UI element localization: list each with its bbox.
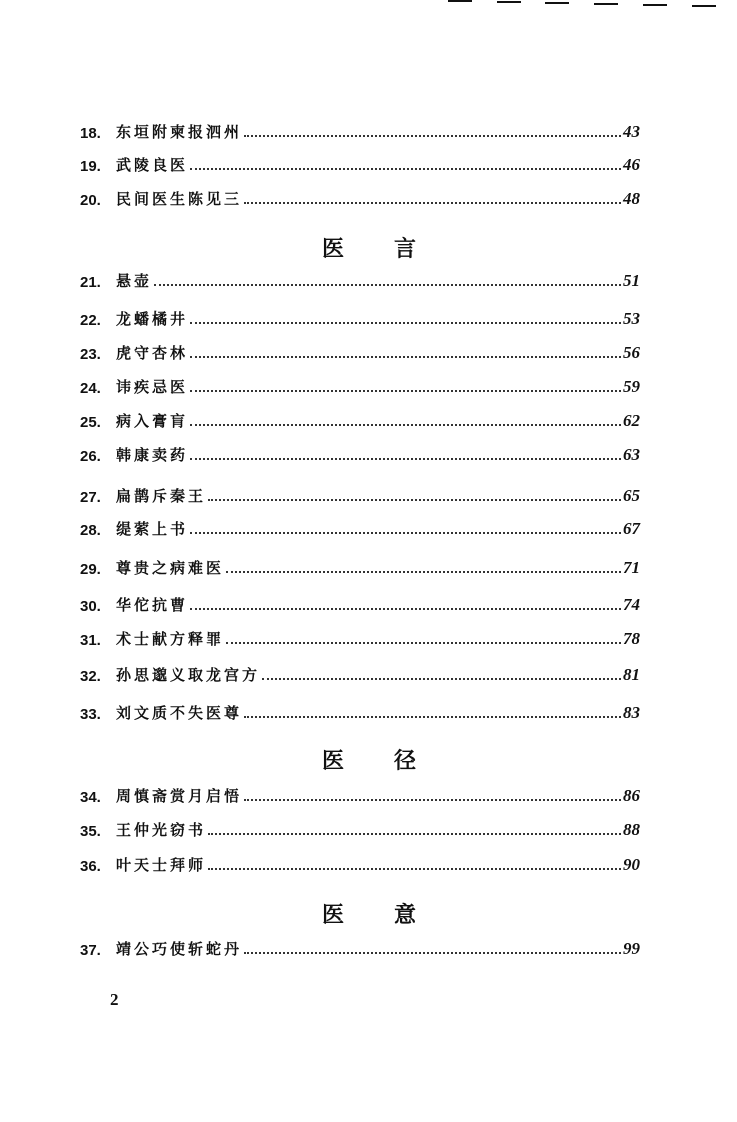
entry-number: 35. xyxy=(80,823,101,840)
dot-leader xyxy=(208,833,621,835)
entry-number: 30. xyxy=(80,598,101,615)
entry-title: 悬壶 xyxy=(116,272,153,290)
toc-entry xyxy=(80,120,640,142)
entry-page: 90 xyxy=(623,855,640,874)
entry-number: 21. xyxy=(80,274,101,291)
entry-number: 19. xyxy=(80,158,101,175)
section-heading-char: 言 xyxy=(394,236,417,262)
entry-number: 36. xyxy=(80,858,101,875)
entry-number: 29. xyxy=(80,561,101,578)
dot-leader xyxy=(190,390,621,392)
toc-entry xyxy=(80,784,640,806)
toc-entry xyxy=(80,853,640,875)
entry-title: 刘文质不失医尊 xyxy=(116,704,243,722)
dot-leader xyxy=(226,642,621,644)
toc-entry xyxy=(80,663,640,685)
entry-title: 虎守杏林 xyxy=(116,344,189,362)
entry-number: 37. xyxy=(80,942,101,959)
entry-title: 武陵良医 xyxy=(116,156,189,174)
entry-page: 86 xyxy=(623,786,640,805)
entry-page: 65 xyxy=(623,486,640,505)
entry-title: 民间医生陈见三 xyxy=(116,190,243,208)
entry-title: 东垣附柬报泗州 xyxy=(116,123,243,141)
dot-leader xyxy=(262,678,621,680)
entry-page: 53 xyxy=(623,309,640,328)
toc-entry xyxy=(80,409,640,431)
entry-title: 病入膏肓 xyxy=(116,412,189,430)
entry-page: 59 xyxy=(623,377,640,396)
entry-title: 王仲光窃书 xyxy=(116,821,207,839)
toc-entry xyxy=(80,443,640,465)
section-heading-char: 医 xyxy=(322,236,345,262)
toc-entry xyxy=(80,187,640,209)
dot-leader xyxy=(244,952,621,954)
entry-title: 术士献方释罪 xyxy=(116,630,225,648)
dot-leader xyxy=(190,356,621,358)
entry-page: 81 xyxy=(623,665,640,684)
entry-page: 63 xyxy=(623,445,640,464)
entry-title: 扁鹊斥秦王 xyxy=(116,487,207,505)
toc-entry xyxy=(80,307,640,329)
entry-page: 56 xyxy=(623,343,640,362)
entry-title: 华佗抗曹 xyxy=(116,596,189,614)
dot-leader xyxy=(244,135,621,137)
page-number: 2 xyxy=(110,990,119,1009)
dot-leader xyxy=(190,322,621,324)
entry-page: 74 xyxy=(623,595,640,614)
entry-number: 18. xyxy=(80,125,101,142)
entry-title: 孙思邈义取龙宫方 xyxy=(116,666,261,684)
section-heading-char: 医 xyxy=(322,902,345,928)
section-heading-char: 医 xyxy=(322,748,345,774)
entry-title: 讳疾忌医 xyxy=(116,378,189,396)
dot-leader xyxy=(208,499,621,501)
entry-page: 62 xyxy=(623,411,640,430)
entry-title: 龙蟠橘井 xyxy=(116,310,189,328)
entry-title: 靖公巧使斩蛇丹 xyxy=(116,940,243,958)
toc-entry xyxy=(80,517,640,539)
toc-entry xyxy=(80,153,640,175)
toc-entry xyxy=(80,375,640,397)
entry-page: 67 xyxy=(623,519,640,538)
entry-number: 33. xyxy=(80,706,101,723)
dot-leader xyxy=(244,716,621,718)
entry-number: 22. xyxy=(80,312,101,329)
entry-page: 46 xyxy=(623,155,640,174)
entry-page: 83 xyxy=(623,703,640,722)
entry-title: 叶天士拜师 xyxy=(116,856,207,874)
entry-page: 99 xyxy=(623,939,640,958)
section-heading-char: 径 xyxy=(394,748,417,774)
dot-leader xyxy=(190,168,621,170)
entry-number: 28. xyxy=(80,522,101,539)
entry-page: 71 xyxy=(623,558,640,577)
dot-leader xyxy=(190,458,621,460)
dot-leader xyxy=(226,571,621,573)
section-heading-char: 意 xyxy=(394,902,417,928)
toc-entry xyxy=(80,627,640,649)
toc-entry xyxy=(80,556,640,578)
entry-number: 26. xyxy=(80,448,101,465)
entry-number: 32. xyxy=(80,668,101,685)
toc-entry xyxy=(80,593,640,615)
dot-leader xyxy=(208,868,621,870)
toc-entry xyxy=(80,937,640,959)
toc-entry xyxy=(80,484,640,506)
entry-page: 48 xyxy=(623,189,640,208)
entry-number: 23. xyxy=(80,346,101,363)
entry-page: 51 xyxy=(623,271,640,290)
entry-title: 周慎斋赏月启悟 xyxy=(116,787,243,805)
toc-entry xyxy=(80,341,640,363)
entry-number: 20. xyxy=(80,192,101,209)
toc-entry xyxy=(80,269,640,291)
entry-number: 31. xyxy=(80,632,101,649)
dot-leader xyxy=(190,532,621,534)
entry-page: 78 xyxy=(623,629,640,648)
entry-page: 88 xyxy=(623,820,640,839)
entry-number: 27. xyxy=(80,489,101,506)
dot-leader xyxy=(190,608,621,610)
dot-leader xyxy=(154,284,621,286)
entry-number: 34. xyxy=(80,789,101,806)
entry-number: 25. xyxy=(80,414,101,431)
entry-number: 24. xyxy=(80,380,101,397)
entry-title: 尊贵之病难医 xyxy=(116,559,225,577)
toc-entry xyxy=(80,701,640,723)
toc-entry xyxy=(80,818,640,840)
entry-title: 韩康卖药 xyxy=(116,446,189,464)
dot-leader xyxy=(244,799,621,801)
dot-leader xyxy=(190,424,621,426)
entry-title: 缇萦上书 xyxy=(116,520,189,538)
dot-leader xyxy=(244,202,621,204)
entry-page: 43 xyxy=(623,122,640,141)
